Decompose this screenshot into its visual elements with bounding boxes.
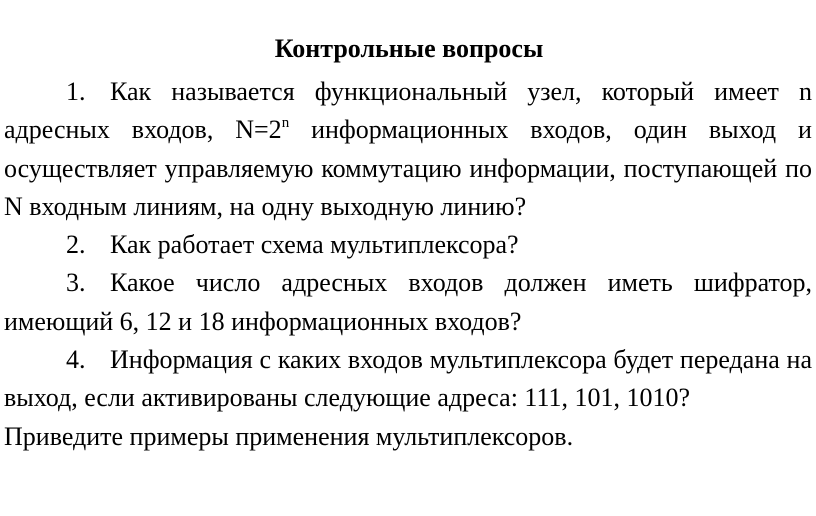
question-text-continued: информационных входов, один выход и осуществляет управляемую коммутацию информации, поступающей по N входным линиям, на одну выходную линию? [4,115,812,221]
question-text: Как работает схема мультиплексора? [110,230,519,260]
document-title: Контрольные вопросы [274,34,544,63]
question-3 [4,264,812,341]
question-number: 1. [66,77,86,106]
question-2 [4,226,812,264]
question-text: Информация с каких входов мультиплексора будет передана на выход, если активированы следующие адреса: 111, 101, 1010? [4,345,812,413]
question-1 [4,73,812,226]
question-number: 3. [66,268,86,298]
closing-instruction: Приведите примеры применения мультиплексоров. [4,421,574,451]
question-number: 4. [66,345,86,375]
question-text: Какое число адресных входов должен иметь шифратор, имеющий 6, 12 и 18 информационных входов? [4,268,812,336]
question-text: Как называется функциональный узел, который имеет n адресных входов, N=2 [4,77,812,145]
document-page [4,32,812,456]
question-number: 2. [66,230,86,260]
question-4 [4,341,812,418]
superscript: n [281,115,290,132]
